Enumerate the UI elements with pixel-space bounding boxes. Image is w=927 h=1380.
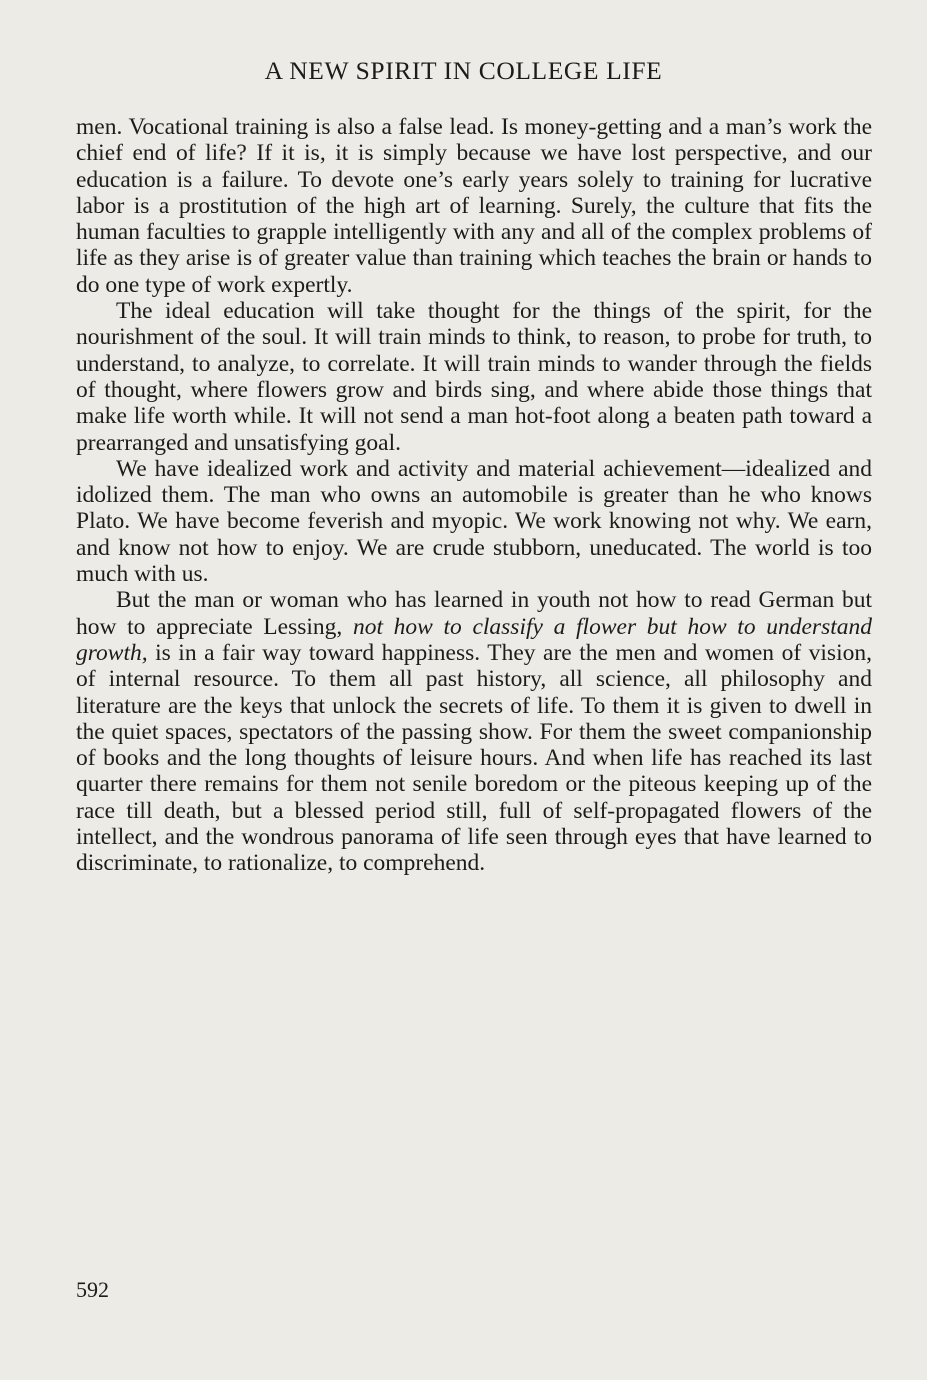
article-body xyxy=(76,114,872,877)
running-header: A NEW SPIRIT IN COLLEGE LIFE xyxy=(264,56,663,85)
paragraph-4 xyxy=(76,587,872,876)
paragraph-2: The ideal education will take thought for the things of the spirit, for the nourishment of the soul. It will train minds to think, to reason, to probe for truth, to understand, to analyze, to correlate. It will train minds to wander through the fields of thought, where flowers grow and birds sing, and where abide those things that make life worth while. It will not send a man hot-foot along a beaten path toward a prearranged and unsatisfying goal. xyxy=(76,298,872,456)
paragraph-4-text-after: is in a fair way toward happiness. They are the men and women of vision, of internal resource. To them all past history, all science, all philosophy and literature are the keys that unlock the secrets of life. To them it is given to dwell in the quiet spaces, spectators of the passing show. For them the sweet companionship of books and the long thoughts of leisure hours. And when life has reached its last quarter there remains for them not senile boredom or the piteous keeping up of the race till death, but a blessed period still, full of self-propagated flowers of the intellect, and the wondrous panorama of life seen through eyes that have learned to discriminate, to rationalize, to comprehend. xyxy=(76,639,872,877)
paragraph-4-italic-phrase: not how to classify a flower but how to understand growth, xyxy=(76,613,873,666)
page-number: 592 xyxy=(76,1277,109,1302)
paragraph-4-text-before: But the man or woman who has learned in youth not how to read German but how to appreciate Lessing, xyxy=(76,587,872,640)
paragraph-1: men. Vocational training is also a false lead. Is money-getting and a man’s work the chief end of life? If it is, it is simply because we have lost perspective, and our education is a failure. To devote one’s early years solely to training for lucrative labor is a prostitution of the high art of learning. Surely, the culture that fits the human faculties to grapple intelligently with any and all of the complex problems of life as they arise is of greater value than training which teaches the brain or hands to do one type of work expertly. xyxy=(76,114,872,298)
paragraph-3: We have idealized work and activity and material achievement—idealized and idolized them. The man who owns an automobile is greater than he who knows Plato. We have become feverish and myopic. We work knowing not why. We earn, and know not how to enjoy. We are crude stubborn, uneducated. The world is too much with us. xyxy=(76,455,872,588)
